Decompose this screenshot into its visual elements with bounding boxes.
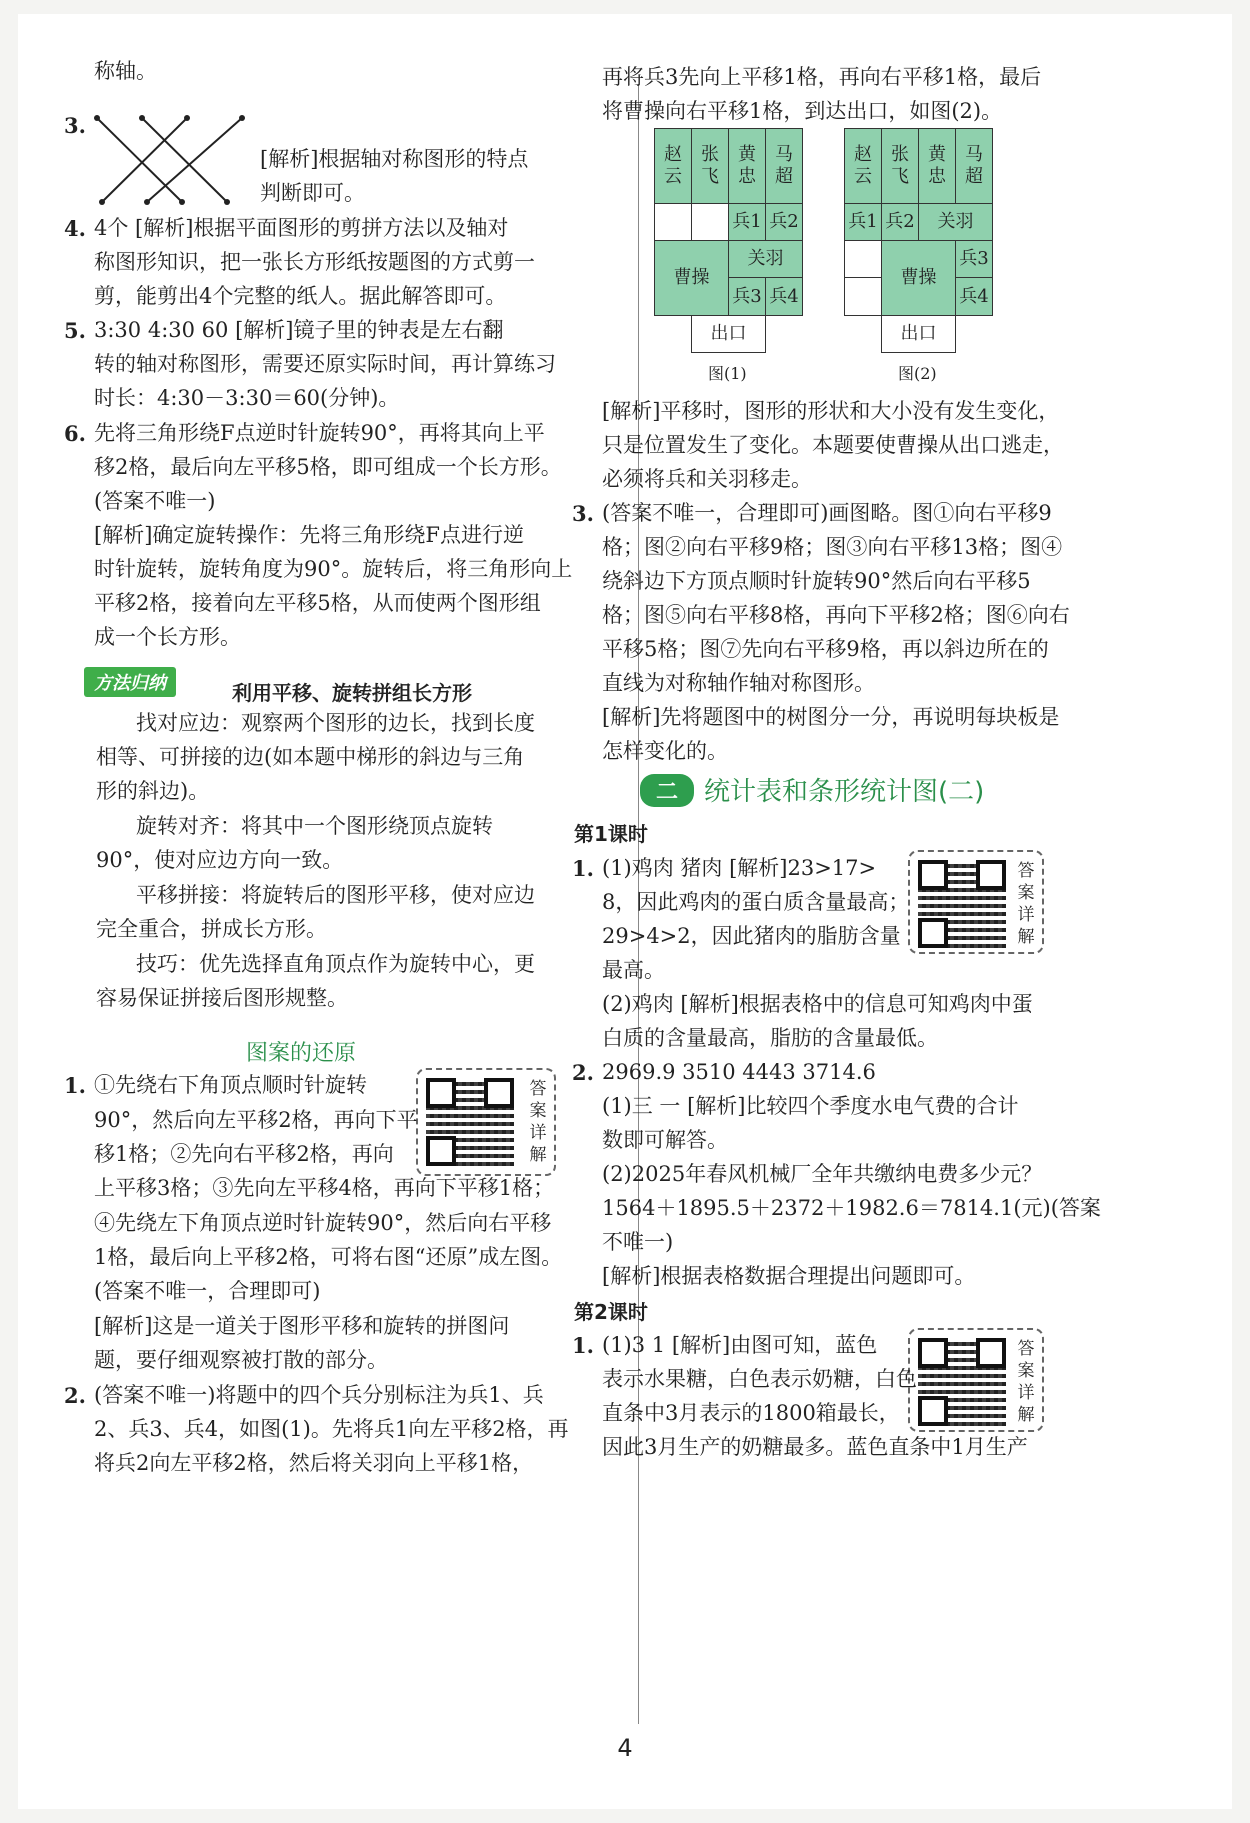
piece-zhangfei: 张 飞 (691, 128, 729, 204)
method-title: 利用平移、旋转拼组长方形 (232, 681, 472, 705)
empty-cell (654, 203, 692, 241)
text-line: 1564＋1895.5＋2372＋1982.6＝7814.1(元)(答案 (602, 1196, 1101, 1220)
qr-label: 答案详解 (1017, 1339, 1035, 1425)
qr-marker (918, 1338, 948, 1368)
text-line: [解析]确定旋转操作：先将三角形绕F点进行逆 (94, 523, 524, 547)
piece-guanyu: 关羽 (918, 203, 993, 241)
text-line: 29>4>2，因此猪肉的脂肪含量 (602, 924, 901, 948)
text-line: 不唯一) (602, 1230, 674, 1254)
text-line: [解析]先将题图中的树图分一分，再说明每块板是 (602, 705, 1060, 729)
piece-bing2: 兵2 (765, 203, 803, 241)
qr-marker (918, 860, 948, 890)
text-line: 成一个长方形。 (94, 625, 241, 649)
text-line: 格；图⑤向右平移8格，再向下平移2格；图⑥向右 (602, 603, 1070, 627)
piece-zhaoyun: 赵 云 (844, 128, 882, 204)
text-line: [解析]这是一道关于图形平移和旋转的拼图问 (94, 1314, 510, 1338)
text-line: ①先绕右下角顶点顺时针旋转 (94, 1073, 367, 1097)
text-line: 时针旋转，旋转角度为90°。旋转后，将三角形向上 (94, 557, 573, 581)
text-line: 8，因此鸡肉的蛋白质含量最高； (602, 890, 910, 914)
text-line: 3:30 4:30 60 [解析]镜子里的钟表是左右翻 (94, 318, 504, 342)
question-number: 4. (64, 216, 86, 241)
question-number: 2. (572, 1060, 594, 1085)
qr-marker (918, 1396, 948, 1426)
text-line: 再将兵3先向上平移1格，再向右平移1格，最后 (602, 65, 1042, 89)
text-line: 找对应边：观察两个图形的边长，找到长度 (136, 711, 535, 735)
text-line: 形的斜边)。 (96, 779, 210, 803)
question-number: 2. (64, 1383, 86, 1408)
lesson-heading: 第2课时 (574, 1300, 648, 1324)
piece-zhangfei: 张 飞 (881, 128, 919, 204)
text-line: 90°，然后向左平移2格，再向下平 (94, 1108, 418, 1132)
unit-badge: 二 (640, 774, 694, 807)
piece-machao: 马 超 (765, 128, 803, 204)
empty-cell (844, 277, 882, 316)
text-line: 称图形知识，把一张长方形纸按题图的方式剪一 (94, 250, 535, 274)
text-line: 直线为对称轴作轴对称图形。 (602, 671, 875, 695)
text-line: 白质的含量最高，脂肪的含量最低。 (602, 1026, 938, 1050)
answer-page (18, 14, 1232, 1809)
qr-code-box[interactable] (908, 1328, 1044, 1432)
piece-zhaoyun: 赵 云 (654, 128, 692, 204)
cross-lines-figure (92, 110, 252, 210)
qr-marker (426, 1078, 456, 1108)
method-tag: 方法归纳 (84, 667, 176, 697)
section-title: 图案的还原 (246, 1041, 357, 1066)
text-line: 2、兵3、兵4，如图(1)。先将兵1向左平移2格，再 (94, 1417, 569, 1441)
piece-guanyu: 关羽 (728, 240, 803, 278)
puzzle-figure-2 (844, 128, 994, 388)
text-line: 平移2格，接着向左平移5格，从而使两个图形组 (94, 591, 541, 615)
qr-marker (976, 860, 1006, 890)
text-line: 判断即可。 (260, 181, 365, 205)
text-line: 最高。 (602, 958, 665, 982)
qr-marker (918, 918, 948, 948)
qr-marker (976, 1338, 1006, 1368)
text-line: 将曹操向右平移1格，到达出口，如图(2)。 (602, 99, 1003, 123)
text-line: 4个 [解析]根据平面图形的剪拼方法以及轴对 (94, 216, 509, 240)
text-line: 旋转对齐：将其中一个图形绕顶点旋转 (136, 814, 493, 838)
text-line: (答案不唯一)将题中的四个兵分别标注为兵1、兵 (94, 1383, 544, 1407)
qr-code-box[interactable] (416, 1068, 556, 1176)
question-number: 5. (64, 318, 86, 343)
exit-cell: 出口 (691, 315, 766, 353)
text-line: (1)3 1 [解析]由图可知，蓝色 (602, 1333, 878, 1357)
piece-bing1: 兵1 (728, 203, 766, 241)
text-line: 题，要仔细观察被打散的部分。 (94, 1348, 388, 1372)
text-line: (1)三 一 [解析]比较四个季度水电气费的合计 (602, 1094, 1019, 1118)
piece-bing3: 兵3 (955, 240, 993, 278)
question-number: 6. (64, 421, 86, 446)
text-line: 1格，最后向上平移2格，可将右图“还原”成左图。 (94, 1245, 563, 1269)
puzzle-figure-1 (654, 128, 804, 388)
text-line: (答案不唯一) (94, 489, 216, 513)
text-line: 必须将兵和关羽移走。 (602, 467, 812, 491)
question-number: 3. (64, 113, 86, 138)
question-number: 1. (64, 1073, 86, 1098)
piece-caocao: 曹操 (654, 240, 729, 316)
text-line: (答案不唯一，合理即可) (94, 1279, 321, 1303)
piece-bing2: 兵2 (881, 203, 919, 241)
text-line: 完全重合，拼成长方形。 (96, 917, 327, 941)
piece-caocao: 曹操 (881, 240, 956, 316)
text-line: 剪，能剪出4个完整的纸人。据此解答即可。 (94, 284, 507, 308)
text-line: [解析]根据轴对称图形的特点 (260, 147, 529, 171)
qr-label: 答案详解 (529, 1079, 547, 1165)
text-line: (答案不唯一，合理即可)画图略。图①向右平移9 (602, 501, 1052, 525)
text-line: 2969.9 3510 4443 3714.6 (602, 1060, 876, 1084)
text-line: [解析]根据表格数据合理提出问题即可。 (602, 1264, 976, 1288)
text-line: 只是位置发生了变化。本题要使曹操从出口逃走， (602, 433, 1064, 457)
question-number: 3. (572, 501, 594, 526)
qr-marker (484, 1078, 514, 1108)
text-line: 移1格；②先向右平移2格，再向 (94, 1142, 394, 1166)
question-number: 1. (572, 856, 594, 881)
text-line: 因此3月生产的奶糖最多。蓝色直条中1月生产 (602, 1435, 1028, 1459)
text-line: 技巧：优先选择直角顶点作为旋转中心，更 (136, 952, 535, 976)
text-line: 先将三角形绕F点逆时针旋转90°，再将其向上平 (94, 421, 545, 445)
piece-machao: 马 超 (955, 128, 993, 204)
empty-cell (691, 203, 729, 241)
text-line: 绕斜边下方顶点顺时针旋转90°然后向右平移5 (602, 569, 1031, 593)
qr-code-box[interactable] (908, 850, 1044, 954)
text-line: (2)2025年春风机械厂全年共缴纳电费多少元？ (602, 1162, 1043, 1186)
piece-huangzhong: 黄 忠 (918, 128, 956, 204)
text-line: ④先绕左下角顶点逆时针旋转90°，然后向右平移 (94, 1211, 552, 1235)
text-line: 转的轴对称图形，需要还原实际时间，再计算练习 (94, 352, 556, 376)
text-line: 称轴。 (94, 59, 157, 83)
empty-cell (844, 240, 882, 278)
text-line: 表示水果糖，白色表示奶糖，白色 (602, 1367, 917, 1391)
page-number: 4 (617, 1734, 633, 1762)
piece-bing1: 兵1 (844, 203, 882, 241)
text-line: (1)鸡肉 猪肉 [解析]23>17> (602, 856, 877, 880)
text-line: 数即可解答。 (602, 1128, 728, 1152)
question-number: 1. (572, 1333, 594, 1358)
piece-bing4: 兵4 (955, 277, 993, 316)
piece-huangzhong: 黄 忠 (728, 128, 766, 204)
piece-bing3: 兵3 (728, 277, 766, 316)
text-line: 格；图②向右平移9格；图③向右平移13格；图④ (602, 535, 1063, 559)
figure-caption: 图(2) (898, 364, 937, 383)
text-line: 怎样变化的。 (602, 739, 728, 763)
text-line: 移2格，最后向左平移5格，即可组成一个长方形。 (94, 455, 562, 479)
text-line: [解析]平移时，图形的形状和大小没有发生变化， (602, 399, 1060, 423)
text-line: (2)鸡肉 [解析]根据表格中的信息可知鸡肉中蛋 (602, 992, 1033, 1016)
text-line: 时长：4:30－3:30＝60(分钟)。 (94, 386, 400, 410)
text-line: 容易保证拼接后图形规整。 (96, 986, 348, 1010)
exit-cell: 出口 (881, 315, 956, 353)
qr-marker (426, 1136, 456, 1166)
text-line: 平移拼接：将旋转后的图形平移，使对应边 (136, 883, 535, 907)
text-line: 平移5格；图⑦先向右平移9格，再以斜边所在的 (602, 637, 1049, 661)
text-line: 将兵2向左平移2格，然后将关羽向上平移1格， (94, 1451, 534, 1475)
text-line: 直条中3月表示的1800箱最长， (602, 1401, 900, 1425)
text-line: 90°，使对应边方向一致。 (96, 848, 344, 872)
unit-title: 统计表和条形统计图(二) (704, 777, 985, 807)
text-line: 上平移3格；③先向左平移4格，再向下平移1格； (94, 1176, 555, 1200)
figure-caption: 图(1) (708, 364, 747, 383)
qr-label: 答案详解 (1017, 861, 1035, 947)
text-line: 相等、可拼接的边(如本题中梯形的斜边与三角 (96, 745, 525, 769)
piece-bing4: 兵4 (765, 277, 803, 316)
lesson-heading: 第1课时 (574, 822, 648, 846)
